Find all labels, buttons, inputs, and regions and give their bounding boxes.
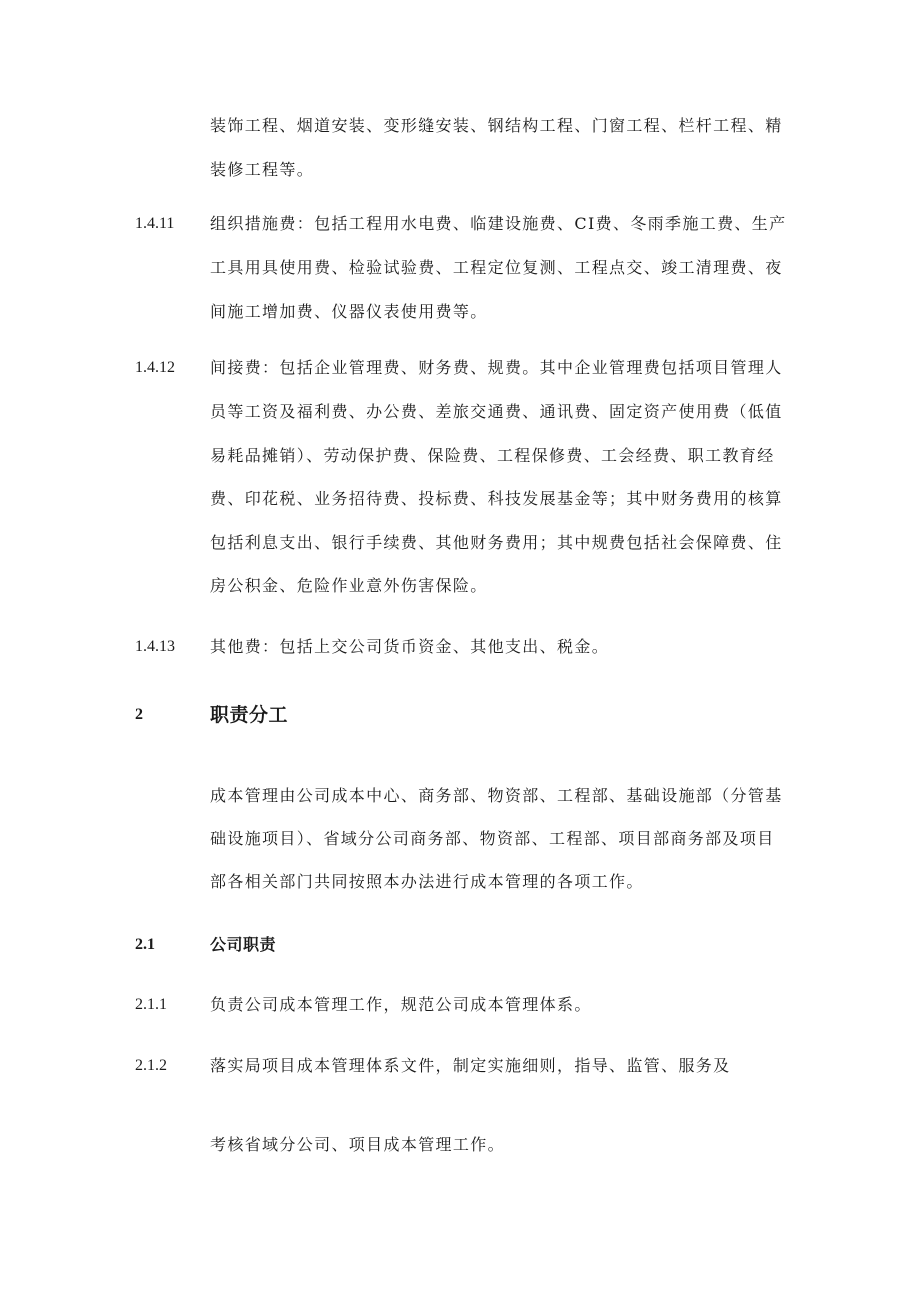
clause-number: 1.4.11	[135, 215, 175, 232]
subsection-heading: 公司职责	[210, 935, 277, 954]
subsection-number: 2.1	[135, 936, 155, 953]
section-number: 2	[135, 706, 143, 723]
paragraph-line: 考核省域分公司、项目成本管理工作。	[210, 1135, 505, 1154]
paragraph-line: 部各相关部门共同按照本办法进行成本管理的各项工作。	[210, 872, 644, 891]
paragraph-line: 装修工程等。	[210, 160, 315, 179]
paragraph-line: 易耗品摊销）、劳动保护费、保险费、工程保修费、工会经费、职工教育经	[210, 446, 775, 465]
paragraph-line: 负责公司成本管理工作，规范公司成本管理体系。	[210, 995, 592, 1014]
clause-number: 1.4.12	[135, 359, 175, 376]
paragraph-line: 包括利息支出、银行手续费、其他财务费用；其中规费包括社会保障费、住	[210, 533, 783, 552]
paragraph-line: 间接费：包括企业管理费、财务费、规费。其中企业管理费包括项目管理人	[210, 358, 783, 377]
section-heading: 职责分工	[210, 704, 289, 726]
clause-number: 2.1.1	[135, 996, 167, 1013]
paragraph-line: 落实局项目成本管理体系文件，制定实施细则，指导、监管、服务及	[210, 1056, 731, 1075]
paragraph-line: 装饰工程、烟道安装、变形缝安装、钢结构工程、门窗工程、栏杆工程、精	[210, 116, 783, 135]
paragraph-line: 间施工增加费、仪器仪表使用费等。	[210, 302, 488, 321]
clause-number: 2.1.2	[135, 1057, 167, 1074]
paragraph-line: 房公积金、危险作业意外伤害保险。	[210, 576, 488, 595]
clause-number: 1.4.13	[135, 638, 175, 655]
paragraph-line: 础设施项目）、省域分公司商务部、物资部、工程部、项目部商务部及项目	[210, 829, 775, 848]
paragraph-line: 费、印花税、业务招待费、投标费、科技发展基金等；其中财务费用的核算	[210, 489, 783, 508]
paragraph-line: 成本管理由公司成本中心、商务部、物资部、工程部、基础设施部（分管基	[210, 786, 783, 805]
paragraph-line: 工具用具使用费、检验试验费、工程定位复测、工程点交、竣工清理费、夜	[210, 258, 783, 277]
paragraph-line: 组织措施费：包括工程用水电费、临建设施费、CI费、冬雨季施工费、生产	[210, 214, 787, 233]
paragraph-line: 员等工资及福利费、办公费、差旅交通费、通讯费、固定资产使用费（低值	[210, 402, 783, 421]
paragraph-line: 其他费：包括上交公司货币资金、其他支出、税金。	[210, 637, 610, 656]
